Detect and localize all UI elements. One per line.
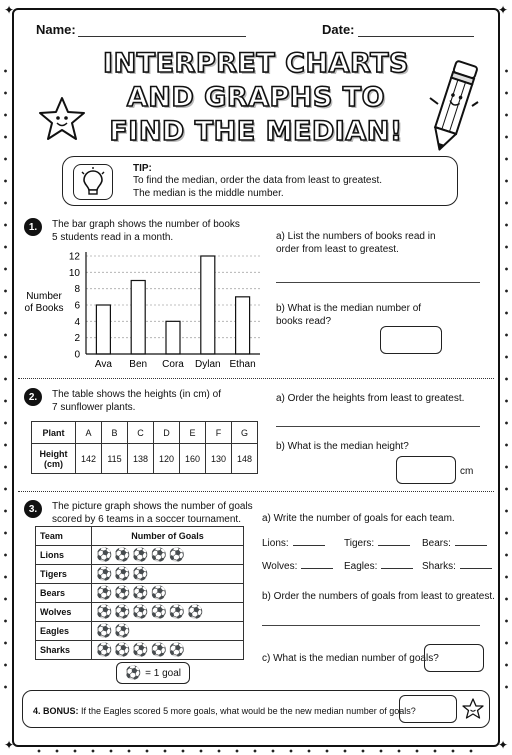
tip-title: TIP: xyxy=(133,163,152,174)
q2-prompt-line-1: The table shows the heights (in cm) of xyxy=(52,389,221,400)
soccer-ball-icon: ⚽ xyxy=(96,623,115,638)
bar xyxy=(166,321,180,354)
date-label: Date: xyxy=(322,22,355,37)
q2-prompt-line-2: 7 sunflower plants. xyxy=(52,402,136,413)
soccer-ball-icon: ⚽ xyxy=(150,642,169,657)
soccer-ball-icon: ⚽ xyxy=(96,604,115,619)
q1-median-answer-box[interactable] xyxy=(380,326,442,354)
table-cell: 142 xyxy=(76,444,102,474)
soccer-ball-icon: ⚽ xyxy=(186,604,206,619)
q1-part-a-answer-line[interactable] xyxy=(276,282,480,283)
soccer-ball-icon: ⚽ xyxy=(168,604,187,619)
bonus-question: 4. BONUS: If the Eagles scored 5 more goals, what would be the new median number of goals? xyxy=(33,706,416,716)
bottom-dot-border xyxy=(30,749,480,753)
q3-part-b-answer-line[interactable] xyxy=(262,625,480,626)
sunflower-heights-table xyxy=(31,421,258,474)
team-name: Tigers xyxy=(36,565,92,584)
q2-part-b: b) What is the median height? xyxy=(276,441,409,452)
y-tick-label: 2 xyxy=(74,333,80,345)
table-cell: 160 xyxy=(180,444,206,474)
x-category-label: Ethan xyxy=(229,359,256,370)
team-column-header: Team xyxy=(36,527,92,546)
x-category-label: Cora xyxy=(162,359,184,370)
bar xyxy=(131,281,145,355)
goal-icons xyxy=(92,565,244,584)
section-divider xyxy=(18,491,494,492)
table-row xyxy=(36,603,244,622)
y-axis-label-line-1: Number xyxy=(26,291,62,302)
picture-graph-key xyxy=(116,662,190,684)
table-header-cell: E xyxy=(180,422,206,444)
date-field[interactable] xyxy=(358,36,474,37)
y-tick-label: 8 xyxy=(74,284,80,296)
name-label: Name: xyxy=(36,22,76,37)
q3-prompt-line-1: The picture graph shows the number of goals xyxy=(52,501,253,512)
y-tick-label: 4 xyxy=(74,316,80,328)
q1-part-b-line-2: books read? xyxy=(276,316,332,327)
q3-part-a: a) Write the number of goals for each team. xyxy=(262,513,455,524)
team-name: Bears xyxy=(36,584,92,603)
q1-part-b-line-1: b) What is the median number of xyxy=(276,303,422,314)
table-row xyxy=(36,584,244,603)
table-cell: 148 xyxy=(232,444,258,474)
soccer-ball-icon: ⚽ xyxy=(114,642,133,657)
soccer-ball-icon: ⚽ xyxy=(132,585,151,600)
soccer-ball-icon: ⚽ xyxy=(132,604,151,619)
section-divider xyxy=(18,378,494,379)
bonus-answer-box[interactable] xyxy=(399,695,457,723)
team-name: Sharks xyxy=(36,641,92,660)
table-row xyxy=(36,622,244,641)
table-row-label: Height (cm) xyxy=(32,444,76,474)
soccer-ball-icon: ⚽ xyxy=(132,547,151,562)
y-axis-label-line-2: of Books xyxy=(24,303,64,314)
q3-median-answer-box[interactable] xyxy=(424,644,484,672)
soccer-ball-icon: ⚽ xyxy=(114,566,133,581)
soccer-ball-icon: ⚽ xyxy=(96,566,115,581)
star-icon: ✦ xyxy=(497,738,508,752)
goal-icons xyxy=(92,622,244,641)
team-name: Lions xyxy=(36,546,92,565)
key-text: = 1 goal xyxy=(145,667,182,679)
soccer-ball-icon: ⚽ xyxy=(114,585,133,600)
table-header-cell: Plant xyxy=(32,422,76,444)
table-cell: 115 xyxy=(102,444,128,474)
goals-picture-graph xyxy=(35,526,244,660)
bar xyxy=(96,305,110,354)
table-header-row xyxy=(32,422,258,444)
goal-icons xyxy=(92,641,244,660)
y-tick-label: 10 xyxy=(68,267,80,279)
sharks-fill[interactable]: Sharks: xyxy=(422,561,492,572)
team-name: Wolves xyxy=(36,603,92,622)
table-row xyxy=(36,565,244,584)
table-header-cell: D xyxy=(154,422,180,444)
smiling-star-icon xyxy=(34,94,90,146)
q1-part-a-line-2: order from least to greatest. xyxy=(276,244,399,255)
soccer-ball-icon: ⚽ xyxy=(114,604,133,619)
x-category-label: Ava xyxy=(94,359,112,370)
q3-part-c: c) What is the median number of goals? xyxy=(262,653,439,664)
name-field[interactable] xyxy=(78,36,246,37)
soccer-ball-icon: ⚽ xyxy=(168,547,187,562)
question-2-number: 2. xyxy=(24,388,42,406)
x-category-label: Dylan xyxy=(195,359,221,370)
q3-prompt-line-2: scored by 6 teams in a soccer tournament. xyxy=(52,514,241,525)
table-header-cell: B xyxy=(102,422,128,444)
table-row xyxy=(36,546,244,565)
soccer-ball-icon: ⚽ xyxy=(150,604,169,619)
soccer-ball-icon: ⚽ xyxy=(96,585,115,600)
star-icon: ✦ xyxy=(4,3,15,17)
table-cell: 120 xyxy=(154,444,180,474)
x-category-label: Ben xyxy=(129,359,148,370)
table-header-cell: C xyxy=(128,422,154,444)
q3-part-b: b) Order the numbers of goals from least to greatest. xyxy=(262,591,495,602)
tip-text-line-1: To find the median, order the data from least to greatest. xyxy=(133,175,383,186)
question-3-number: 3. xyxy=(24,500,42,518)
y-tick-label: 0 xyxy=(74,349,80,361)
soccer-ball-icon: ⚽ xyxy=(114,623,133,638)
y-tick-label: 12 xyxy=(68,251,80,263)
table-header-cell: A xyxy=(76,422,102,444)
title-line-2: AND GRAPHS TO xyxy=(126,82,386,113)
q1-prompt-line-1: The bar graph shows the number of books xyxy=(52,219,240,230)
y-tick-label: 6 xyxy=(74,300,80,312)
tigers-fill[interactable]: Tigers: xyxy=(344,538,410,549)
q1-part-a-line-1: a) List the numbers of books read in xyxy=(276,231,436,242)
star-icon: ✦ xyxy=(497,3,508,17)
smiling-pencil-icon xyxy=(422,58,486,158)
bonus-box xyxy=(22,690,490,728)
q1-prompt-line-2: 5 students read in a month. xyxy=(52,232,174,243)
eagles-fill[interactable]: Eagles: xyxy=(344,561,413,572)
table-header-cell: F xyxy=(206,422,232,444)
title-line-3: FIND THE MEDIAN! xyxy=(109,116,403,147)
lions-fill[interactable]: Lions: xyxy=(262,538,325,549)
bar xyxy=(201,256,215,354)
books-bar-chart xyxy=(24,244,264,374)
bar xyxy=(236,297,250,354)
soccer-ball-icon: ⚽ xyxy=(150,585,169,600)
goal-icons xyxy=(92,584,244,603)
q2-median-answer-box[interactable] xyxy=(396,456,456,484)
tip-text-line-2: The median is the middle number. xyxy=(133,188,284,199)
q2-part-a: a) Order the heights from least to greatest. xyxy=(276,393,465,404)
soccer-ball-icon: ⚽ xyxy=(124,665,142,680)
smiling-star-icon xyxy=(461,697,485,721)
left-dot-border xyxy=(4,60,7,700)
goals-column-header: Number of Goals xyxy=(92,527,244,546)
table-header-cell: G xyxy=(232,422,258,444)
table-row xyxy=(36,641,244,660)
tip-box xyxy=(62,156,458,206)
table-header-row xyxy=(36,527,244,546)
table-cell: 130 xyxy=(206,444,232,474)
table-cell: 138 xyxy=(128,444,154,474)
right-dot-border xyxy=(505,60,508,700)
soccer-ball-icon: ⚽ xyxy=(114,547,133,562)
q2-unit-label: cm xyxy=(460,466,474,477)
bears-fill[interactable]: Bears: xyxy=(422,538,487,549)
soccer-ball-icon: ⚽ xyxy=(168,642,187,657)
team-name: Eagles xyxy=(36,622,92,641)
soccer-ball-icon: ⚽ xyxy=(132,566,151,581)
goal-icons xyxy=(92,603,244,622)
star-icon: ✦ xyxy=(4,738,15,752)
wolves-fill[interactable]: Wolves: xyxy=(262,561,333,572)
soccer-ball-icon: ⚽ xyxy=(96,642,115,657)
q2-part-a-answer-line[interactable] xyxy=(276,426,480,427)
question-1-number: 1. xyxy=(24,218,42,236)
title-line-1: INTERPRET CHARTS xyxy=(103,48,409,79)
lightbulb-icon xyxy=(73,164,113,200)
soccer-ball-icon: ⚽ xyxy=(150,547,169,562)
soccer-ball-icon: ⚽ xyxy=(96,547,115,562)
soccer-ball-icon: ⚽ xyxy=(132,642,151,657)
table-row xyxy=(32,444,258,474)
goal-icons xyxy=(92,546,244,565)
